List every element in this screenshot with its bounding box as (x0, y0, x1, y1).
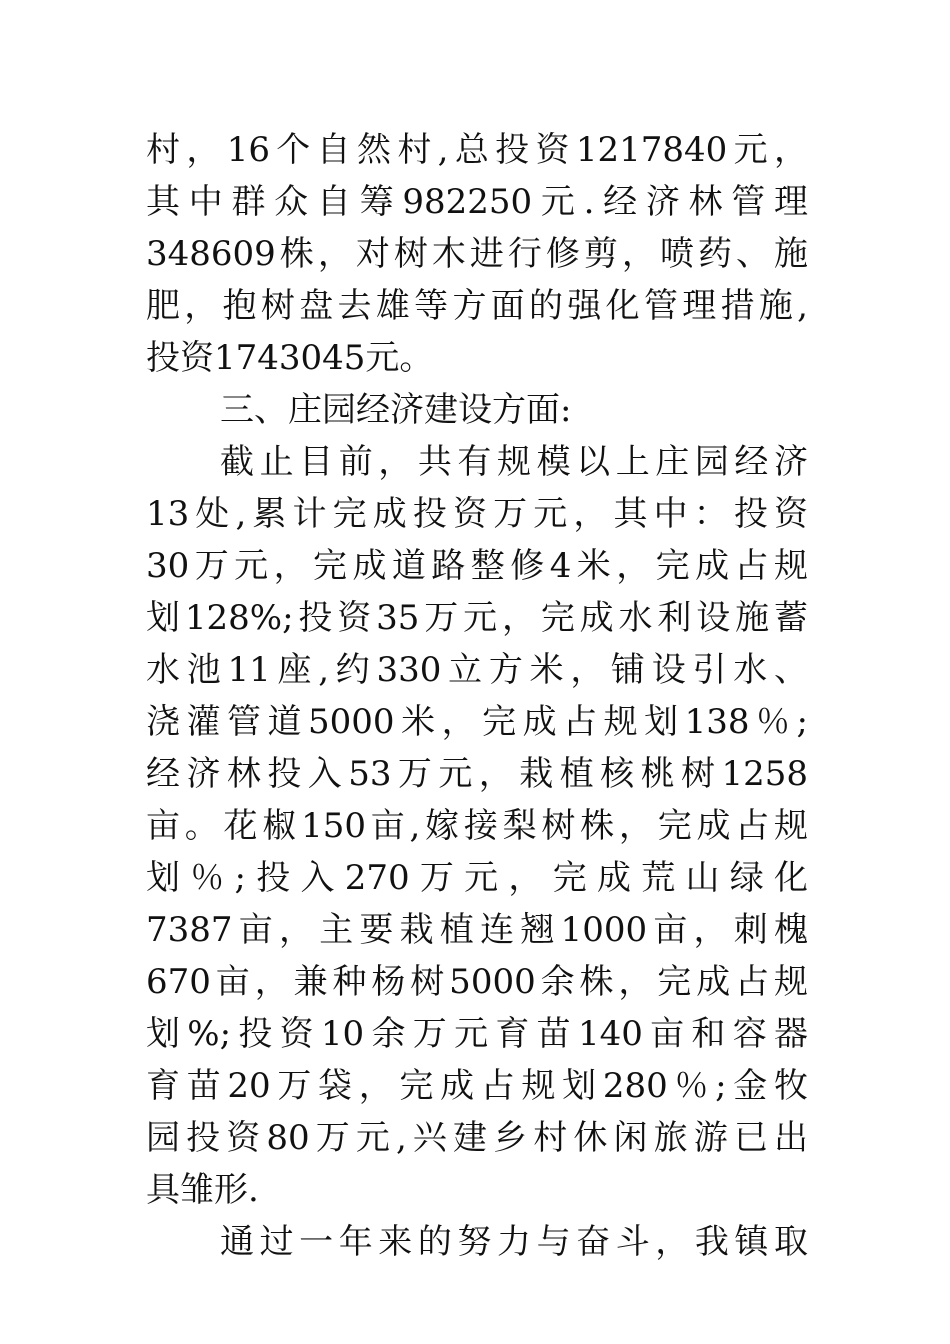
text-line: 划128%;投资35万元，完成水利设施蓄 (146, 598, 808, 638)
text-line: 划％;投入270万元，完成荒山绿化 (146, 858, 808, 898)
text-line: 通过一年来的努力与奋斗，我镇取 (220, 1222, 808, 1262)
text-line: 投资1743045元。 (146, 338, 434, 378)
text-line: 13处,累计完成投资万元，其中：投资 (146, 494, 808, 534)
text-line: 划%;投资10余万元育苗140亩和容器 (146, 1014, 808, 1054)
section-heading: 三、庄园经济建设方面: (220, 390, 572, 430)
text-line: 具雏形. (146, 1170, 259, 1210)
text-line: 肥，抱树盘去雄等方面的强化管理措施, (146, 286, 808, 326)
text-line: 育苗20万袋，完成占规划280％;金牧 (146, 1066, 808, 1106)
text-line: 村，16个自然村,总投资1217840元， (146, 130, 808, 170)
text-line: 30万元，完成道路整修4米，完成占规 (146, 546, 808, 586)
body-text (146, 124, 808, 1268)
text-line: 亩。花椒150亩,嫁接梨树株，完成占规 (146, 806, 808, 846)
text-line: 7387亩，主要栽植连翘1000亩，刺槐 (146, 910, 808, 950)
text-line: 水池11座,约330立方米，铺设引水、 (146, 650, 808, 690)
text-line: 其中群众自筹982250元.经济林管理 (146, 182, 808, 222)
text-line: 经济林投入53万元，栽植核桃树1258 (146, 754, 808, 794)
text-line: 348609株，对树木进行修剪，喷药、施 (146, 234, 808, 274)
text-line: 截止目前，共有规模以上庄园经济 (220, 442, 808, 482)
text-line: 浇灌管道5000米，完成占规划138％; (146, 702, 808, 742)
text-line: 园投资80万元,兴建乡村休闲旅游已出 (146, 1118, 808, 1158)
text-line: 670亩，兼种杨树5000余株，完成占规 (146, 962, 808, 1002)
